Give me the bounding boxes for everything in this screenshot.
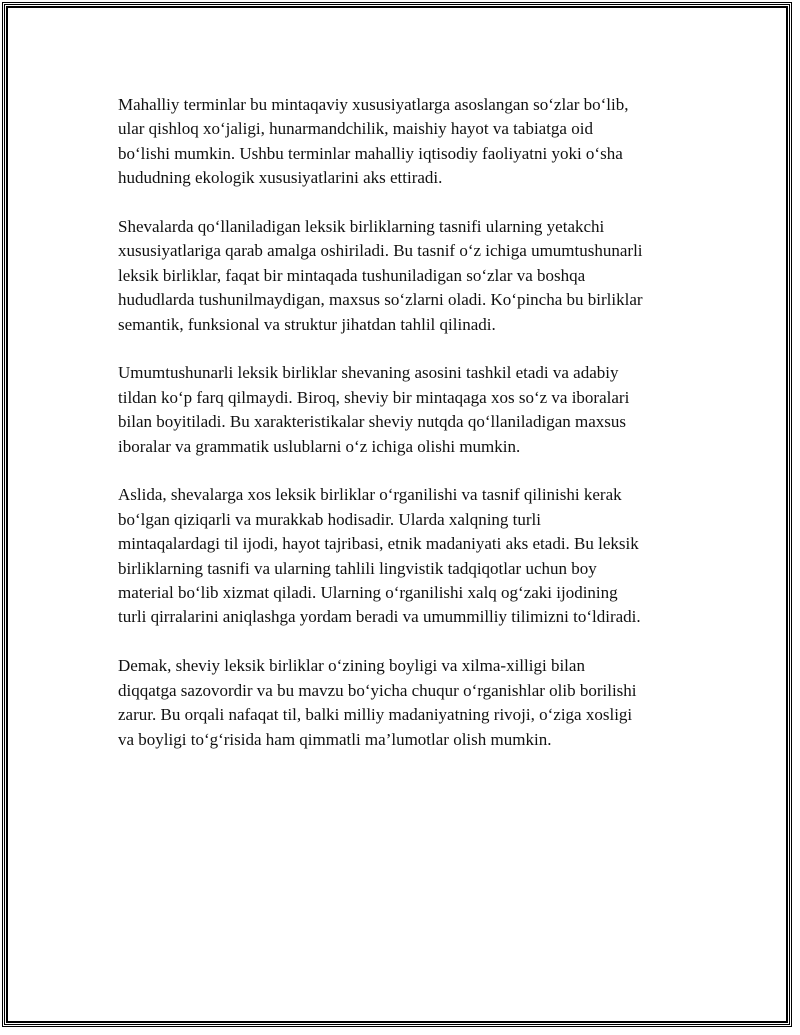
text-line: tildan ko‘p farq qilmaydi. Biroq, sheviy bir mintaqaga xos so‘z va iboralari <box>118 387 630 407</box>
text-line: bo‘lgan qiziqarli va murakkab hodisadir. Ularda xalqning turli <box>118 509 541 529</box>
paragraph-3 <box>118 361 688 459</box>
text-line: Mahalliy terminlar bu mintaqaviy xususiyatlarga asoslangan so‘zlar bo‘lib, <box>118 95 629 114</box>
text-line: Demak, sheviy leksik birliklar o‘zining boyligi va xilma-xilligi bilan <box>118 656 585 676</box>
text-line: iboralar va grammatik uslublarni o‘z ichiga olishi mumkin. <box>118 436 521 456</box>
text-line: material bo‘lib xizmat qiladi. Ularning o‘rganilishi xalq og‘zaki ijodining <box>118 583 618 603</box>
paragraph-1 <box>118 93 688 191</box>
text-line: turli qirralarini aniqlashga yordam beradi va umummilliy tilimizni to‘ldiradi. <box>118 607 641 627</box>
text-line: hududlarda tushunilmaydigan, maxsus so‘zlarni oladi. Ko‘pincha bu birliklar <box>118 290 643 310</box>
text-line: Aslida, shevalarga xos leksik birliklar o‘rganilishi va tasnif qilinishi kerak <box>118 485 622 505</box>
text-line: diqqatga sazovordir va bu mavzu bo‘yicha chuqur o‘rganishlar olib borilishi <box>118 680 637 700</box>
text-line: va boyligi to‘g‘risida ham qimmatli ma’lumotlar olish mumkin. <box>118 729 552 749</box>
text-line: bo‘lishi mumkin. Ushbu terminlar mahalliy iqtisodiy faoliyatni yoki o‘sha <box>118 143 623 163</box>
text-line: ular qishloq xo‘jaligi, hunarmandchilik, maishiy hayot va tabiatga oid <box>118 119 593 139</box>
paragraph-4 <box>118 483 688 629</box>
text-line: leksik birliklar, faqat bir mintaqada tushuniladigan so‘zlar va boshqa <box>118 265 586 285</box>
text-line: mintaqalardagi til ijodi, hayot tajribasi, etnik madaniyati aks etadi. Bu leksik <box>118 534 639 554</box>
text-line: birliklarning tasnifi va ularning tahlili lingvistik tadqiqotlar uchun boy <box>118 558 597 578</box>
document-body <box>118 93 688 776</box>
text-line: hududning ekologik xususiyatlarini aks ettiradi. <box>118 168 443 188</box>
text-line: bilan boyitiladi. Bu xarakteristikalar sheviy nutqda qo‘llaniladigan maxsus <box>118 412 626 432</box>
paragraph-2 <box>118 215 688 337</box>
text-line: semantik, funksional va struktur jihatdan tahlil qilinadi. <box>118 314 496 334</box>
paragraph-5 <box>118 654 688 752</box>
text-line: zarur. Bu orqali nafaqat til, balki milliy madaniyatning rivoji, o‘ziga xosligi <box>118 705 633 725</box>
text-line: xususiyatlariga qarab amalga oshiriladi. Bu tasnif o‘z ichiga umumtushunarli <box>118 241 643 261</box>
text-line: Umumtushunarli leksik birliklar shevaning asosini tashkil etadi va adabiy <box>118 363 619 383</box>
text-line: Shevalarda qo‘llaniladigan leksik birliklarning tasnifi ularning yetakchi <box>118 217 605 237</box>
